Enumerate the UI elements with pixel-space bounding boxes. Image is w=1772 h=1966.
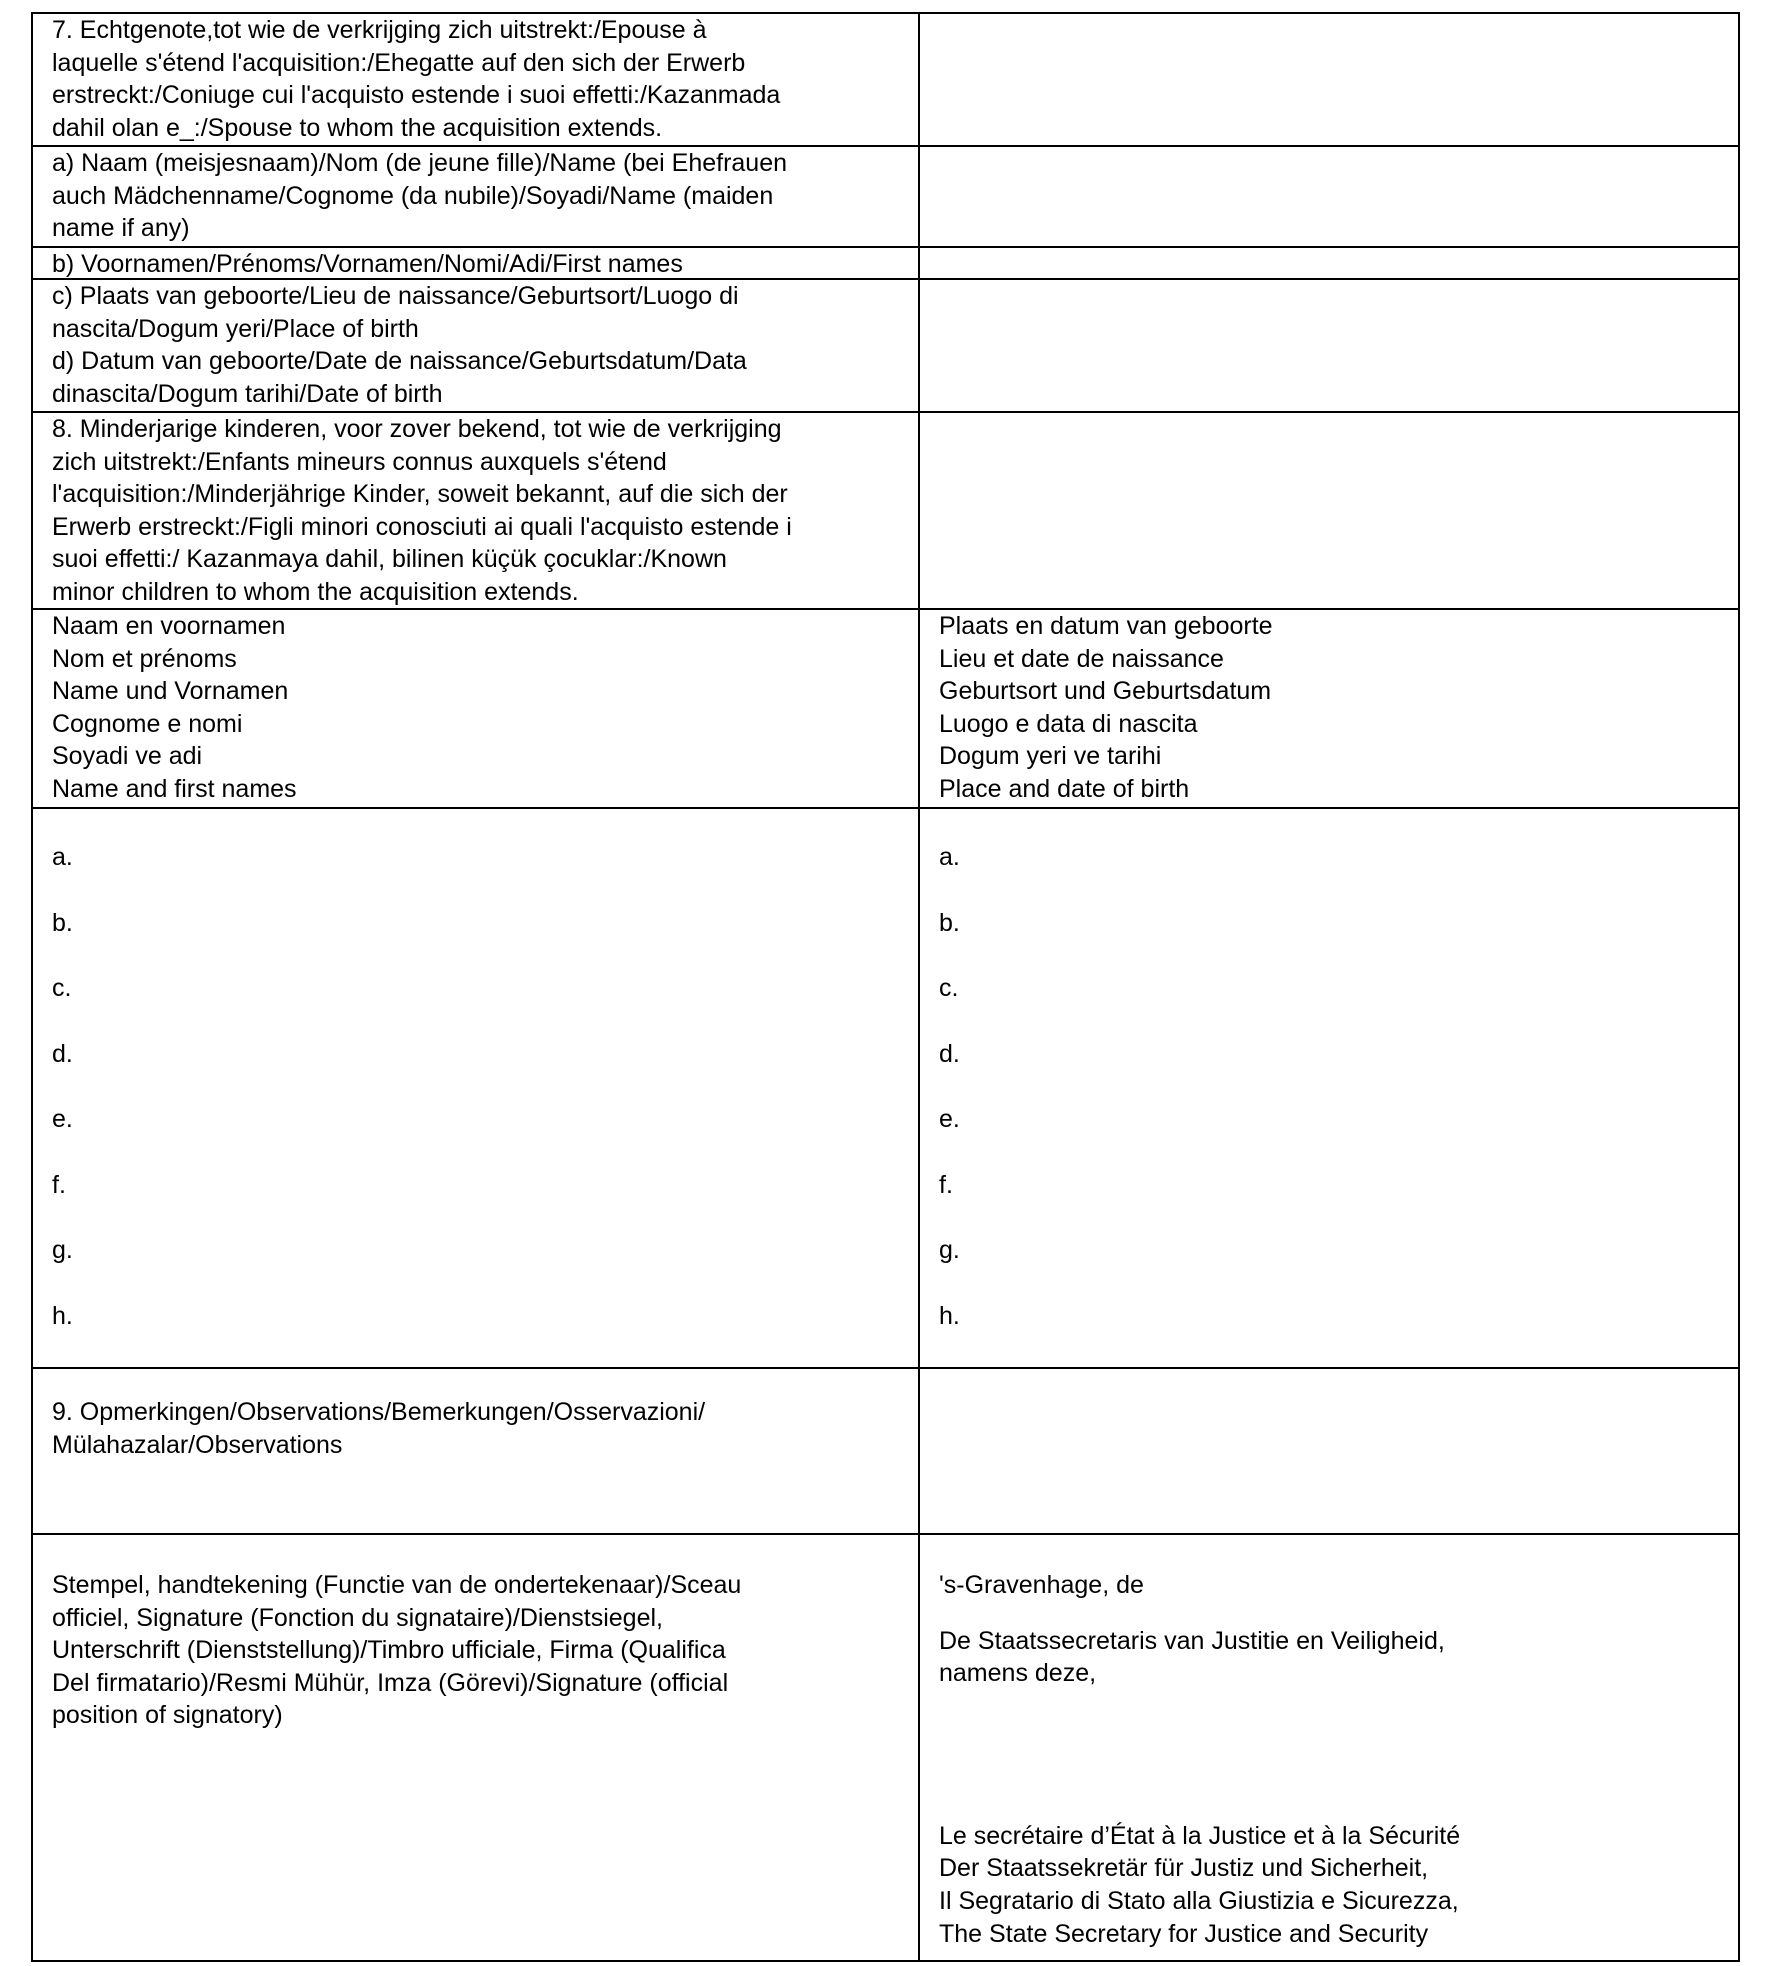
secretary-dutch: De Staatssecretaris van Justitie en Veiligheid, namens deze,: [939, 1626, 1445, 1688]
list-item: c.: [939, 974, 959, 1002]
children-heading-value-cell[interactable]: [920, 413, 1738, 610]
list-item: b.: [939, 908, 960, 937]
children-name-header: Naam en voornamen Nom et prénoms Name und Vornamen Cognome e nomi Soyadi ve adi Name and first names: [52, 612, 297, 803]
spouse-first-names-value-cell[interactable]: [920, 248, 1738, 280]
observations-label-cell: [33, 1369, 920, 1535]
signature-label: Stempel, handtekening (Functie van de ondertekenaar)/Sceau officiel, Signature (Fonction du signataire)/Dienstsiegel, Unterschrift (Dienststellung)/Timbro ufficiale, Firma (Qualifica Del firmatario)/Resmi Mühür, Imza (Görevi)/Signature (official position of signatory): [52, 1571, 742, 1730]
list-item: c.: [52, 974, 72, 1002]
list-item: h.: [939, 1301, 960, 1330]
list-item: g.: [939, 1236, 960, 1264]
spouse-name-value-cell[interactable]: [920, 147, 1738, 248]
list-item: b.: [52, 908, 73, 937]
list-item: g.: [52, 1236, 73, 1264]
list-item: h.: [52, 1301, 73, 1330]
list-item: d.: [939, 1039, 960, 1068]
children-name-header-cell: [33, 610, 920, 809]
spouse-birth-label-cell: [33, 280, 920, 413]
children-births-list: [939, 809, 1738, 1365]
spouse-first-names-label-cell: [33, 248, 920, 280]
list-item: a.: [939, 843, 960, 871]
secretary-translations: Le secrétaire d’État à la Justice et à la Sécurité Der Staatssekretär für Justiz und Sicherheit, Il Segratario di Stato alla Giustizia e Sicurezza, The State Secretary for Justice and Security: [939, 1821, 1461, 1948]
spouse-birth-label: c) Plaats van geboorte/Lieu de naissance/Geburtsort/Luogo di nascita/Dogum yeri/Place of birth d) Datum van geboorte/Date de naissance/Geburtsdatum/Data dinascita/Dogum tarihi/Date of birth: [52, 282, 747, 408]
spouse-heading: 7. Echtgenote,tot wie de verkrijging zich uitstrekt:/Epouse à laquelle s'étend l'acquisition:/Ehegatte auf den sich der Erwerb erstreckt:/Coniuge cui l'acquisto estende i suoi effetti:/Kazanmada dahil olan e_:/Spouse to whom the acquisition extends.: [52, 16, 781, 142]
list-item: f.: [52, 1170, 66, 1199]
children-names-list: [52, 809, 918, 1365]
signature-block-cell: [920, 1535, 1738, 1960]
children-names-cell[interactable]: [33, 809, 920, 1369]
list-item: d.: [52, 1039, 73, 1068]
spouse-name-label: a) Naam (meisjesnaam)/Nom (de jeune fille)/Name (bei Ehefrauen auch Mädchenname/Cognome (da nubile)/Soyadi/Name (maiden name if any): [52, 149, 788, 243]
children-heading: 8. Minderjarige kinderen, voor zover bekend, tot wie de verkrijging zich uitstrekt:/Enfants mineurs connus auxquels s'étend l'acquisition:/Minderjährige Kinder, soweit bekannt, auf die sich der Erwerb erstreckt:/Figli minori conosciuti ai quali l'acquisto estende i suoi effetti:/ Kazanmaya dahil, bilinen küçük çocuklar:/Known minor children to whom the acquisition extends.: [52, 415, 792, 606]
list-item: a.: [52, 843, 73, 871]
naturalisation-form-table: [31, 12, 1740, 1962]
signature-block: [939, 1535, 1738, 1950]
observations-label: 9. Opmerkingen/Observations/Bemerkungen/Osservazioni/ Mülahazalar/Observations: [52, 1398, 706, 1459]
list-item: f.: [939, 1170, 953, 1199]
spouse-heading-cell: [33, 14, 920, 147]
spouse-heading-value-cell[interactable]: [920, 14, 1738, 147]
spouse-first-names-label: b) Voornamen/Prénoms/Vornamen/Nomi/Adi/First names: [52, 250, 683, 278]
place-date: 's-Gravenhage, de: [939, 1571, 1144, 1599]
signature-label-cell: [33, 1535, 920, 1960]
list-item: e.: [52, 1105, 73, 1133]
spouse-birth-value-cell[interactable]: [920, 280, 1738, 413]
children-birth-header: Plaats en datum van geboorte Lieu et date de naissance Geburtsort und Geburtsdatum Luogo e data di nascita Dogum yeri ve tarihi Place and date of birth: [939, 612, 1273, 803]
spouse-name-label-cell: [33, 147, 920, 248]
children-birth-header-cell: [920, 610, 1738, 809]
list-item: e.: [939, 1105, 960, 1133]
observations-value-cell[interactable]: [920, 1369, 1738, 1535]
children-heading-cell: [33, 413, 920, 610]
children-births-cell[interactable]: [920, 809, 1738, 1369]
